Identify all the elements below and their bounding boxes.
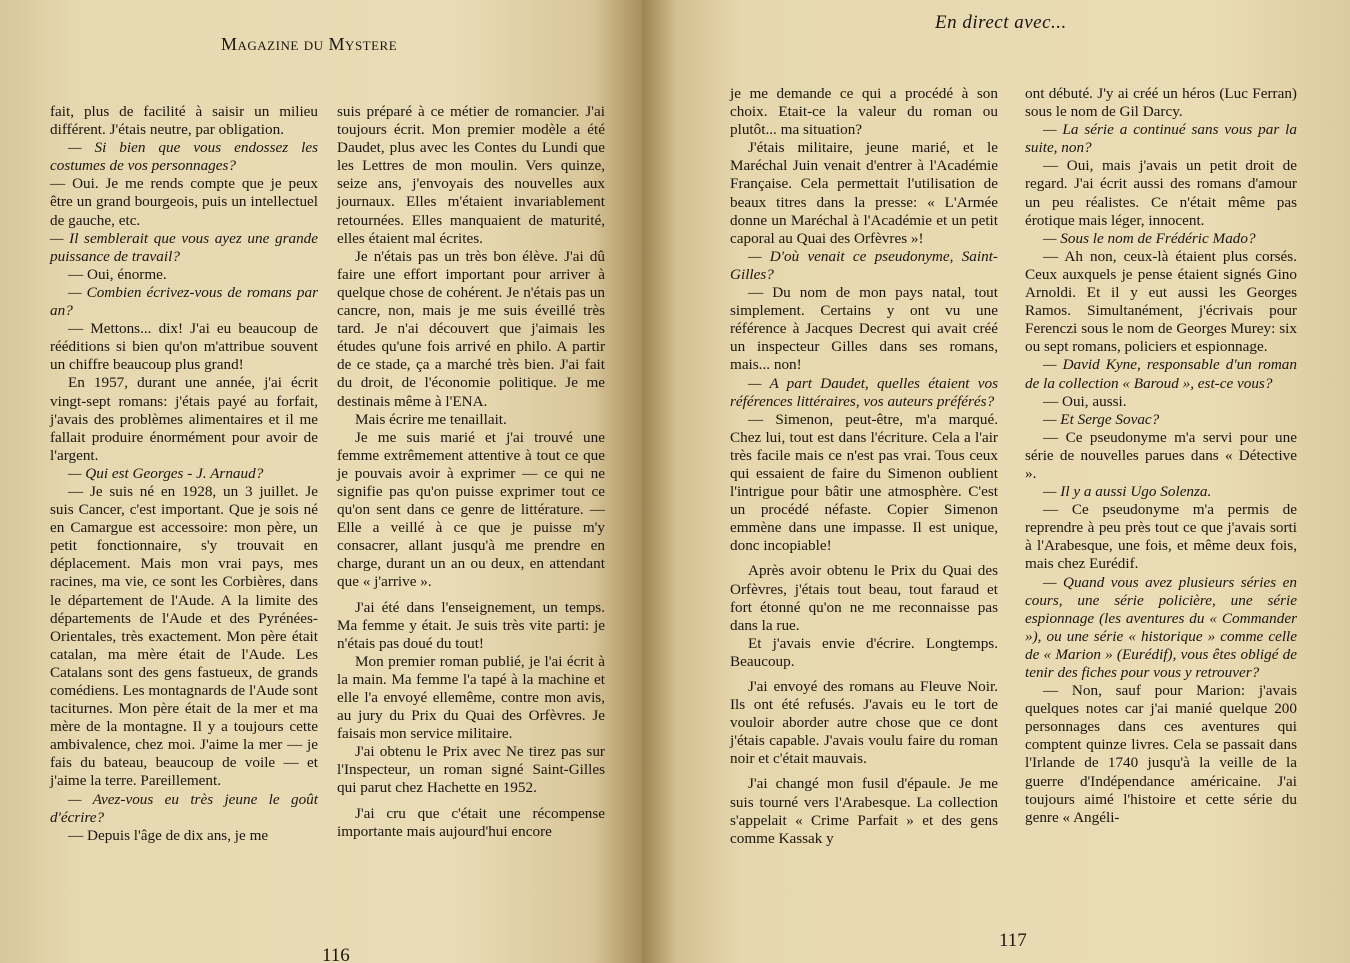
paragraph: Et j'avais envie d'écrire. Longtemps. Beaucoup. (730, 634, 998, 670)
paragraph: Je n'étais pas un très bon élève. J'ai dû faire une effort important pour arriver à quelque chose de cohérent. Je n'étais pas un cancre, non, mais je me suis éveillé très tard. Je n'ai découvert que j'aimais les études qu'une fois arrivé en philo. A partir de ce stade, ça a marché très bien. J'ai fait du droit, de l'économie politique. Je me destinais même à l'ENA. (337, 247, 605, 410)
paragraph: J'ai obtenu le Prix avec Ne tirez pas sur l'Inspecteur, un roman signé Saint-Gilles qui parut chez Hachette en 1952. (337, 743, 605, 797)
paragraph: Je me suis marié et j'ai trouvé une femme extrêmement attentive à tout ce que je pouvais avoir à exprimer — ce qui ne signifie pas qu'on puisse exprimer tout ce qu'on sent dans ce genre de littérature. — Elle a veillé à ce que je puisse m'y consacrer, allant jusqu'à me prendre en charge, durant un an ou deux, en attendant que « j'arrive ». (337, 428, 605, 591)
running-head: En direct avec... (935, 12, 1067, 33)
running-head: Magazine du Mystere (221, 34, 398, 54)
interview-question: — Avez-vous eu très jeune le goût d'écrire? (50, 790, 318, 826)
paragraph: — Oui, mais j'avais un petit droit de regard. J'ai écrit aussi des romans d'amour un peu réalistes. Ce n'était même pas érotique mais léger, innocent. (1025, 157, 1297, 229)
interview-question: — Qui est Georges - J. Arnaud? (68, 464, 264, 482)
paragraph: Après avoir obtenu le Prix du Quai des Orfèvres, j'étais tout beau, tout faraud et fort étonné qu'on ne me reconnaisse pas dans la rue. (730, 562, 998, 634)
paragraph: Mais écrire me tenaillait. (355, 410, 507, 428)
text-column (1025, 85, 1297, 827)
interview-question: — Sous le nom de Frédéric Mado? (1043, 229, 1256, 247)
paragraph: — Je suis né en 1928, un 3 juillet. Je suis Cancer, c'est important. Que je sois né en Camargue est accessoire: mon père, un petit fonctionnaire, s'y trouvait en déplacement. Mais mon vrai pays, mes racines, ma vie, ce sont les Corbières, dans le département de l'Aude. A la limite des départements de l'Aude et des Pyrénées-Orientales, très exactement. Mon père était catalan, ma mère était de l'Aude. Les Catalans sont des gens fastueux, de grands comédiens. Les montagnards de l'Aude sont taciturnes. Mon père était de la mer et ma mère de la montagne. Il y a toujours cette ambivalence, chez moi. J'aime la mer — je fais du bateau, beaucoup de voile — et j'aime la terre. Pareillement. (50, 482, 318, 790)
paragraph: je me demande ce qui a procédé à son choix. Etait-ce la valeur du roman ou plutôt... ma situation? (730, 85, 998, 139)
paragraph: J'ai été dans l'enseignement, un temps. Ma femme y était. Je suis très vite parti: je n'étais pas doué du tout! (337, 598, 605, 652)
interview-question: — La série a continué sans vous par la suite, non? (1025, 121, 1297, 157)
paragraph: J'ai changé mon fusil d'épaule. Je me suis tourné vers l'Arabesque. La collection s'appelait « Crime Parfait » et des gens comme Kassak y (730, 775, 998, 847)
paragraph: — Simenon, peut-être, m'a marqué. Chez lui, tout est dans l'écriture. Cela a l'air très facile mais ce n'est pas vrai. Tous ceux qui essaient de faire du Simenon oublient l'intrigue pour bâtir une atmosphère. C'est un procédé néfaste. Copier Simenon emmène dans une impasse. Il est unique, donc incopiable! (730, 410, 998, 555)
text-column (50, 103, 318, 845)
right-page (642, 0, 1350, 963)
paragraph: — Ah non, ceux-là étaient plus corsés. Ceux auxquels je pense étaient signés Gino Arnoldi. Et il y eut aussi les Georges Ramos. Simultanément, j'écrivais pour Ferenczi sous le nom de Georges Murey: six ou sept romans, policiers et espionnage. (1025, 247, 1297, 356)
paragraph: Mon premier roman publié, je l'ai écrit à la main. Ma femme l'a tapé à la machine et elle l'a envoyé ellemême, contre mon avis, au jury du Prix du Quai des Orfèvres. Je faisais mon service militaire. (337, 652, 605, 743)
interview-question: — David Kyne, responsable d'un roman de la collection « Baroud », est-ce vous? (1025, 356, 1297, 392)
text-column (730, 85, 998, 848)
interview-question: — A part Daudet, quelles étaient vos références littéraires, vos auteurs préférés? (730, 374, 998, 410)
paragraph: En 1957, durant une année, j'ai écrit vingt-sept romans: j'étais payé au forfait, j'avais des problèmes alimentaires et il me fallait produire énormément pour avoir de l'argent. (50, 374, 318, 464)
page-number: 116 (322, 945, 350, 963)
paragraph: — Ce pseudonyme m'a permis de reprendre à peu près tout ce que j'avais sorti à l'Arabesque, une fois, et même deux fois, mais chez Eurédif. (1025, 501, 1297, 573)
paragraph: ont débuté. J'y ai créé un héros (Luc Ferran) sous le nom de Gil Darcy. (1025, 85, 1297, 121)
paragraph: — Mettons... dix! J'ai eu beaucoup de rééditions si bien qu'on m'attribue souvent un chiffre beaucoup plus grand! (50, 320, 318, 374)
paragraph: — Oui. Je me rends compte que je peux être un grand bourgeois, puis un intellectuel de gauche, etc. (50, 175, 318, 229)
interview-question: — Quand vous avez plusieurs séries en cours, une série policière, une série espionnage (les aventures du « Commander »), ou une série « historique » comme celle de « Marion » (Eurédif), vous êtes obligé de tenir des fiches pour vous y retrouver? (1025, 573, 1297, 681)
left-page (0, 0, 642, 963)
interview-question: — Si bien que vous endossez les costumes de vos personnages? (50, 139, 318, 175)
page-number: 117 (999, 930, 1027, 951)
paragraph: — Oui, aussi. (1043, 392, 1127, 410)
paragraph: — Oui, énorme. (68, 265, 167, 283)
interview-question: — D'où venait ce pseudonyme, Saint-Gilles? (730, 247, 998, 283)
paragraph: J'ai envoyé des romans au Fleuve Noir. Ils ont été refusés. J'avais eu le tort de vouloir aborder autre chose que ce dont j'étais capable. J'avais voulu faire du roman noir et c'était mauvais. (730, 678, 998, 768)
paragraph: — Non, sauf pour Marion: j'avais quelques notes car j'ai manié quelque 200 personnages dans ces aventures qui comptent quinze livres. Cela se passait dans l'Irlande de 1740 jusqu'à la veille de la guerre d'Indépendance américaine. J'ai toujours aimé l'histoire et cette série du genre « Angéli- (1025, 682, 1297, 826)
paragraph: — Ce pseudonyme m'a servi pour une série de nouvelles parues dans « Détective ». (1025, 428, 1297, 482)
paragraph: J'étais militaire, jeune marié, et le Maréchal Juin venait d'entrer à l'Académie Française. Cela permettait l'utilisation de beaux titres dans la presse: « L'Armée donne un Maréchal à l'Académie et un petit caporal au Quai des Orfèvres »! (730, 139, 998, 247)
paragraph: — Du nom de mon pays natal, tout simplement. Certains y ont vu une référence à Jacques Decrest qui avait créé un inspecteur Gilles dans ses romans, mais... non! (730, 284, 998, 374)
paragraph: J'ai cru que c'était une récompense importante mais aujourd'hui encore (337, 804, 605, 840)
interview-question: — Combien écrivez-vous de romans par an? (50, 283, 318, 320)
paragraph: — Depuis l'âge de dix ans, je me (68, 826, 269, 844)
text-column (337, 103, 605, 841)
interview-question: — Il y a aussi Ugo Solenza. (1043, 483, 1212, 501)
paragraph: fait, plus de facilité à saisir un milieu différent. J'étais neutre, par obligation. (50, 103, 318, 139)
interview-question: — Et Serge Sovac? (1043, 410, 1160, 428)
paragraph: suis préparé à ce métier de romancier. J'ai toujours écrit. Mon premier modèle a été Daudet, plus avec les Contes du Lundi que les Lettres de mon moulin. Vers quinze, seize ans, j'envoyais des nouvelles aux journaux. Elles m'étaient invariablement retournées. Elles manquaient de maturité, elles étaient mal écrites. (337, 103, 605, 247)
interview-question: — Il semblerait que vous ayez une grande puissance de travail? (50, 229, 318, 265)
